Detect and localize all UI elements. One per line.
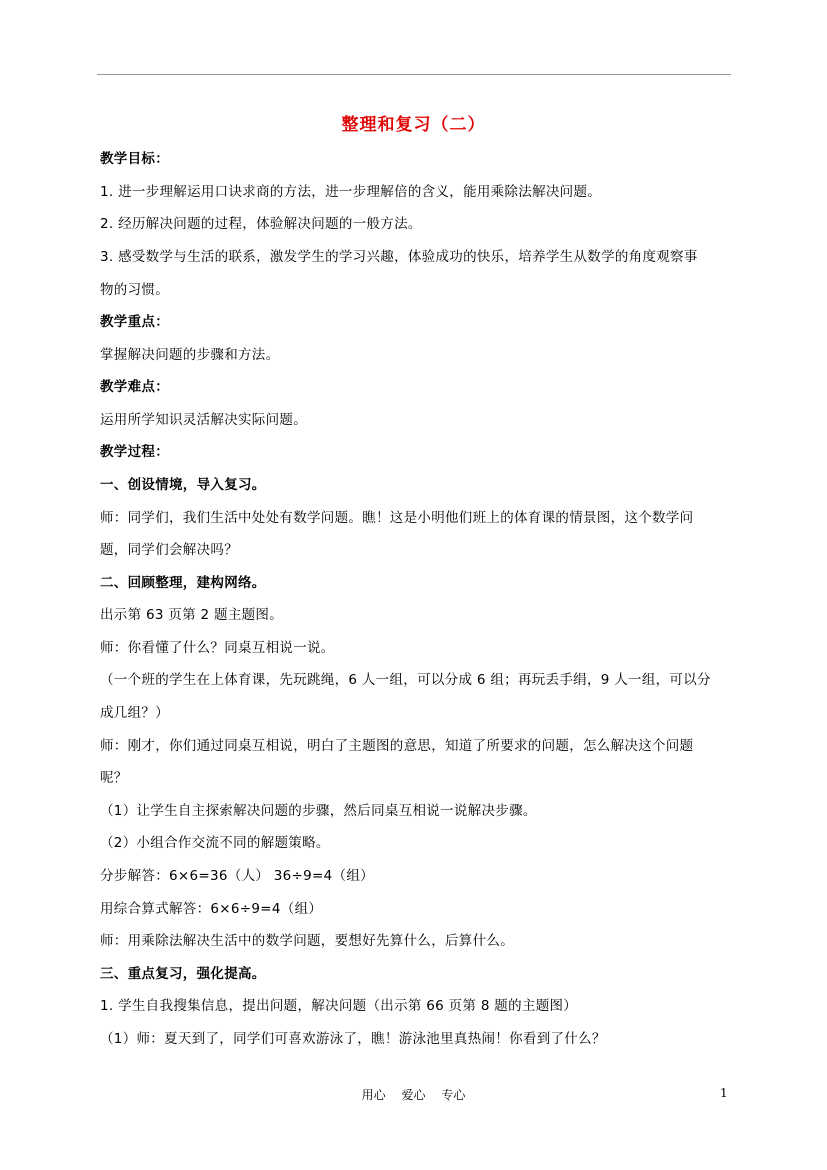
section-heading: 二、回顾整理，建构网络。 bbox=[100, 575, 266, 591]
header-rule bbox=[97, 74, 731, 75]
body-line: （1）让学生自主探索解决问题的步骤，然后同桌互相说一说解决步骤。 bbox=[100, 803, 537, 819]
footer-text-1: 用心 bbox=[361, 1088, 386, 1102]
body-line: 成几组？） bbox=[100, 705, 169, 721]
body-line: 物的习惯。 bbox=[100, 282, 169, 298]
section-heading: 教学过程： bbox=[100, 444, 169, 460]
body-line: 师：刚才，你们通过同桌互相说，明白了主题图的意思，知道了所要求的问题，怎么解决这个问题 bbox=[100, 738, 694, 754]
body-line: 题，同学们会解决吗？ bbox=[100, 542, 238, 558]
footer-text-3: 专心 bbox=[441, 1088, 466, 1102]
section-heading: 教学目标： bbox=[100, 151, 169, 167]
body-line: 师：用乘除法解决生活中的数学问题，要想好先算什么，后算什么。 bbox=[100, 933, 514, 949]
document-title: 整理和复习（二） bbox=[341, 115, 486, 135]
section-heading: 一、创设情境，导入复习。 bbox=[100, 477, 266, 493]
body-line: 3. 感受数学与生活的联系，激发学生的学习兴趣，体验成功的快乐，培养学生从数学的角度观察事 bbox=[100, 249, 698, 265]
body-line: （一个班的学生在上体育课，先玩跳绳，6 人一组，可以分成 6 组；再玩丢手绢，9 人一组，可以分 bbox=[100, 672, 711, 688]
body-line: （2）小组合作交流不同的解题策略。 bbox=[100, 835, 330, 851]
body-line: 呢？ bbox=[100, 770, 128, 786]
body-line: 用综合算式解答：6×6÷9=4（组） bbox=[100, 901, 323, 917]
page-footer bbox=[0, 1086, 827, 1103]
body-line: 师：同学们，我们生活中处处有数学问题。瞧！这是小明他们班上的体育课的情景图，这个数学问 bbox=[100, 510, 694, 526]
body-line: 1. 进一步理解运用口诀求商的方法，进一步理解倍的含义，能用乘除法解决问题。 bbox=[100, 184, 602, 200]
page-number: 1 bbox=[720, 1086, 728, 1100]
body-line: 1. 学生自我搜集信息，提出问题，解决问题（出示第 66 页第 8 题的主题图） bbox=[100, 998, 578, 1014]
body-line: 2. 经历解决问题的过程，体验解决问题的一般方法。 bbox=[100, 216, 422, 232]
footer-text-2: 爱心 bbox=[401, 1088, 426, 1102]
body-line: 运用所学知识灵活解决实际问题。 bbox=[100, 412, 307, 428]
body-line: 出示第 63 页第 2 题主题图。 bbox=[100, 607, 284, 623]
section-heading: 教学难点： bbox=[100, 379, 169, 395]
section-heading: 教学重点： bbox=[100, 314, 169, 330]
section-heading: 三、重点复习，强化提高。 bbox=[100, 966, 266, 982]
body-line: 分步解答：6×6=36（人） 36÷9=4（组） bbox=[100, 868, 374, 884]
body-line: 师：你看懂了什么？同桌互相说一说。 bbox=[100, 640, 335, 656]
body-line: （1）师：夏天到了，同学们可喜欢游泳了，瞧！游泳池里真热闹！你看到了什么？ bbox=[100, 1031, 606, 1047]
body-line: 掌握解决问题的步骤和方法。 bbox=[100, 347, 280, 363]
